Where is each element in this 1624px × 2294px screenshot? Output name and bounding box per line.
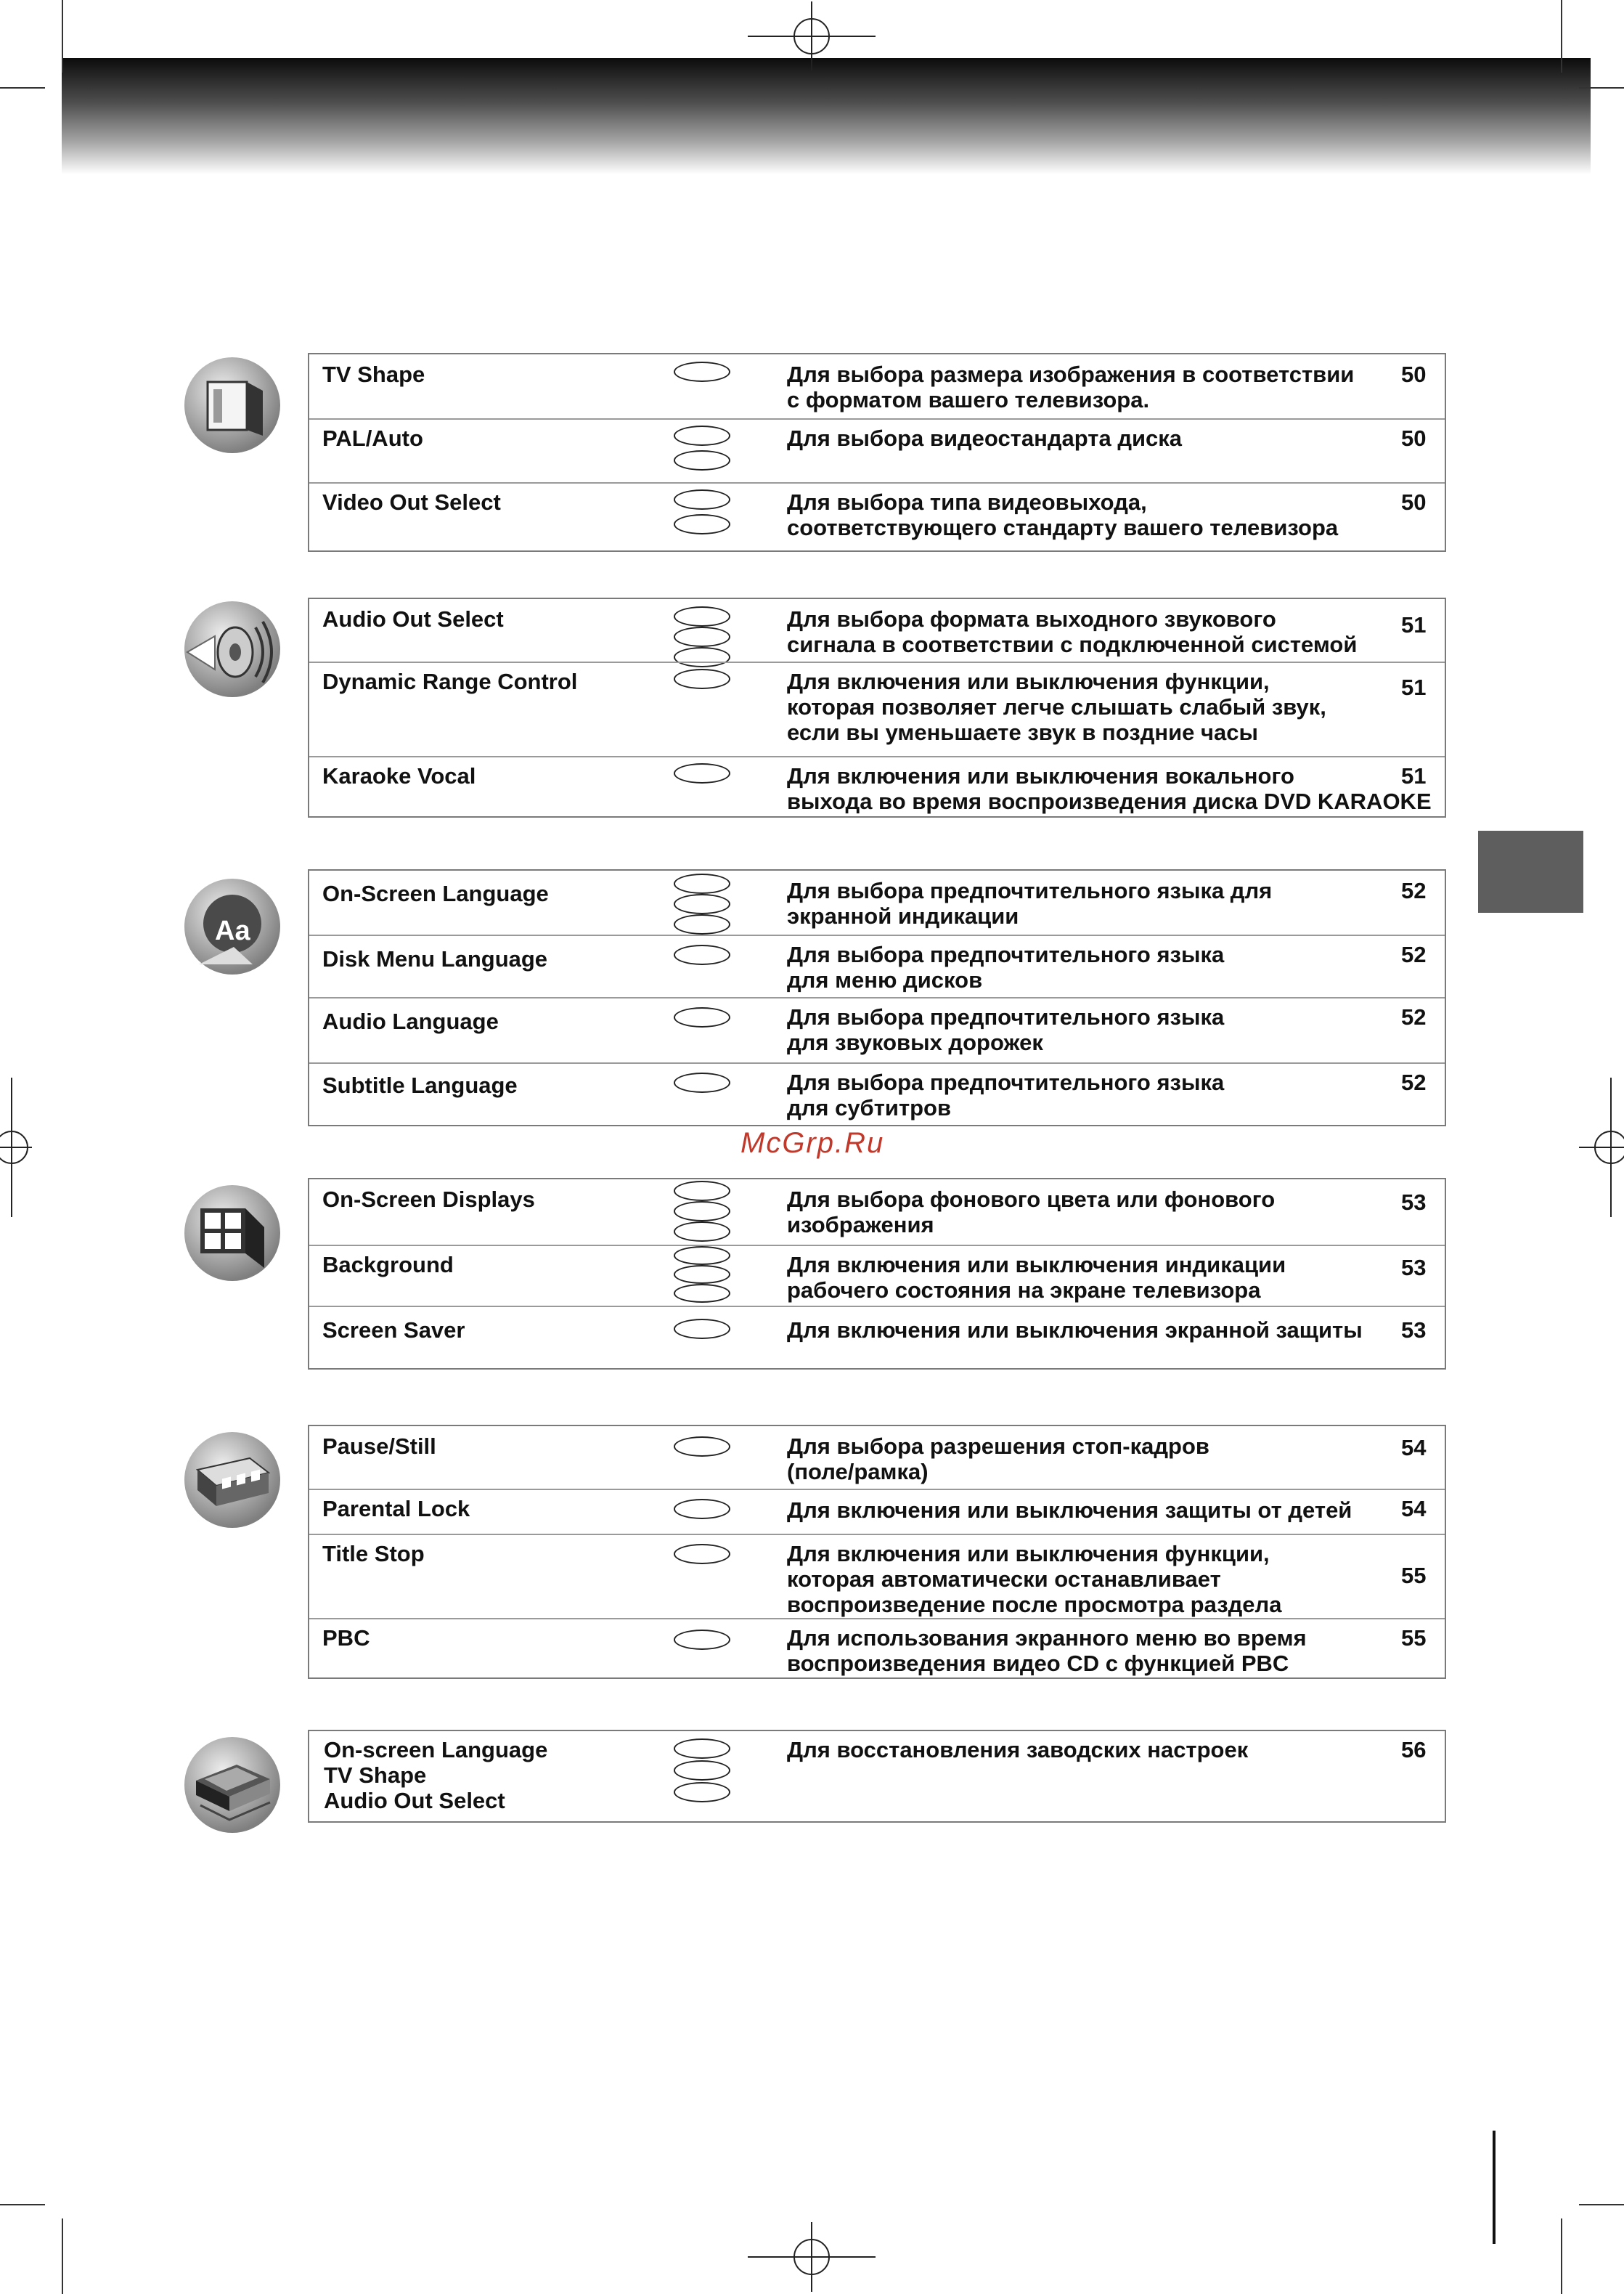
button-oval-icon — [674, 1760, 730, 1781]
crop-mark — [0, 87, 45, 89]
operation-settings-section — [308, 1425, 1446, 1679]
setting-description: Для включения или выключения индикации рабочего состояния на экране телевизора — [787, 1252, 1286, 1303]
crop-mark — [0, 2204, 45, 2205]
button-oval-icon — [674, 450, 730, 471]
button-icons — [674, 1499, 730, 1524]
icon-letters: Aa — [215, 916, 250, 946]
reset-section — [308, 1730, 1446, 1823]
setting-name: Subtitle Language — [322, 1073, 518, 1098]
menu-row — [309, 1489, 1445, 1534]
button-oval-icon — [674, 1544, 730, 1564]
button-icons — [674, 1630, 730, 1654]
setting-description: Для выбора видеостандарта диска — [787, 426, 1183, 451]
button-icons — [674, 1246, 730, 1303]
page-number: 50 — [1401, 426, 1427, 451]
button-oval-icon — [674, 1284, 730, 1303]
page-number: 54 — [1401, 1435, 1427, 1460]
setting-description: Для включения или выключения вокального выхода во время воспроизведения диска DVD KARAOKE — [787, 763, 1432, 814]
button-icons — [674, 874, 730, 935]
page-number: 53 — [1401, 1189, 1427, 1215]
setting-name: Screen Saver — [322, 1317, 465, 1343]
registration-mark — [748, 1, 876, 71]
menu-row — [309, 1534, 1445, 1618]
button-oval-icon — [674, 1738, 730, 1759]
button-oval-icon — [674, 1630, 730, 1650]
button-oval-icon — [674, 1246, 730, 1265]
button-oval-icon — [674, 426, 730, 446]
menu-row — [309, 1062, 1445, 1126]
page-number: 53 — [1401, 1255, 1427, 1280]
button-oval-icon — [674, 763, 730, 784]
film-frames-icon — [183, 1431, 282, 1529]
crop-mark — [1579, 2204, 1624, 2205]
menu-row — [309, 354, 1445, 418]
registration-mark — [1579, 1078, 1624, 1217]
page-number: 51 — [1401, 612, 1427, 638]
menu-row — [309, 599, 1445, 662]
setting-name: Video Out Select — [322, 489, 501, 515]
button-icons — [674, 669, 730, 694]
menu-row — [309, 1618, 1445, 1679]
setting-name: Title Stop — [322, 1541, 425, 1566]
setting-name: Background — [322, 1252, 454, 1277]
setting-name: On-Screen Displays — [322, 1187, 535, 1212]
button-icons — [674, 1319, 730, 1343]
page-number: 52 — [1401, 878, 1427, 903]
button-oval-icon — [674, 914, 730, 935]
setting-name: On-Screen Language — [322, 881, 549, 906]
registration-mark — [748, 2222, 876, 2292]
setting-description: Для восстановления заводских настроек — [787, 1737, 1249, 1762]
setting-description: Для выбора типа видеовыхода, соответствующего стандарту вашего телевизора — [787, 489, 1339, 540]
button-icons — [674, 1181, 730, 1242]
button-oval-icon — [674, 1265, 730, 1284]
setting-name: Karaoke Vocal — [322, 763, 476, 789]
language-settings-section — [308, 869, 1446, 1126]
setting-description: Для включения или выключения функции, которая позволяет легче слышать слабый звук, если вы уменьшаете звук в поздние часы — [787, 669, 1326, 745]
setting-description: Для выбора разрешения стоп-кадров (поле/рамка) — [787, 1433, 1209, 1484]
menu-row — [309, 1179, 1445, 1245]
setting-name: PBC — [322, 1625, 370, 1651]
button-oval-icon — [674, 1499, 730, 1519]
dvd-player-reset-icon — [183, 1736, 282, 1834]
page-number: 56 — [1401, 1737, 1427, 1762]
button-oval-icon — [674, 1181, 730, 1201]
button-icons — [674, 606, 730, 667]
button-oval-icon — [674, 1221, 730, 1242]
setting-name: Disk Menu Language — [322, 946, 548, 972]
button-icons — [674, 945, 730, 969]
button-icons — [674, 1436, 730, 1461]
setting-description: Для выбора размера изображения в соответствии с форматом вашего телевизора. — [787, 362, 1355, 412]
setting-name: Audio Language — [322, 1009, 499, 1034]
menu-row — [309, 756, 1445, 817]
display-windows-icon — [183, 1184, 282, 1282]
setting-description: Для выбора фонового цвета или фонового изображения — [787, 1187, 1276, 1237]
button-oval-icon — [674, 1436, 730, 1457]
page-marker-bar — [1493, 2131, 1496, 2244]
setting-name: PAL/Auto — [322, 426, 423, 451]
button-icons — [674, 763, 730, 788]
setting-name: Audio Out Select — [322, 606, 504, 632]
setting-name: Pause/Still — [322, 1433, 436, 1459]
button-icons — [674, 426, 730, 475]
button-oval-icon — [674, 669, 730, 689]
page-number: 55 — [1401, 1563, 1427, 1588]
setting-name: TV Shape — [322, 362, 425, 387]
button-oval-icon — [674, 606, 730, 627]
setting-description: Для выбора предпочтительного языка для звуковых дорожек — [787, 1004, 1225, 1055]
menu-row — [309, 1731, 1445, 1821]
setting-description: Для включения или выключения функции, которая автоматически останавливает воспроизведение после просмотра раздела — [787, 1541, 1282, 1617]
crop-mark — [1579, 87, 1624, 89]
audio-settings-section — [308, 598, 1446, 818]
setting-description: Для выбора предпочтительного языка для экранной индикации — [787, 878, 1273, 929]
button-oval-icon — [674, 362, 730, 382]
tv-picture-icon — [183, 356, 282, 455]
page-number: 53 — [1401, 1317, 1427, 1343]
button-oval-icon — [674, 1319, 730, 1339]
button-oval-icon — [674, 514, 730, 534]
page-number: 52 — [1401, 942, 1427, 967]
display-settings-section — [308, 1178, 1446, 1370]
menu-row — [309, 997, 1445, 1062]
crop-mark — [1561, 2218, 1562, 2294]
setting-name: Dynamic Range Control — [322, 669, 578, 694]
menu-row — [309, 418, 1445, 482]
button-oval-icon — [674, 1201, 730, 1221]
crop-mark — [1561, 0, 1562, 73]
page-number: 51 — [1401, 763, 1427, 789]
setting-description: Для включения или выключения защиты от детей — [787, 1497, 1352, 1523]
crop-mark — [62, 0, 63, 73]
page-number: 54 — [1401, 1496, 1427, 1521]
button-icons — [674, 1073, 730, 1097]
button-oval-icon — [674, 1007, 730, 1028]
button-oval-icon — [674, 874, 730, 894]
page-number: 52 — [1401, 1070, 1427, 1095]
page-number: 52 — [1401, 1004, 1427, 1030]
menu-row — [309, 1245, 1445, 1306]
button-icons — [674, 1544, 730, 1569]
setting-description: Для выбора предпочтительного языка для меню дисков — [787, 942, 1225, 993]
button-icons — [674, 1738, 730, 1804]
button-oval-icon — [674, 1782, 730, 1802]
button-icons — [674, 1007, 730, 1032]
menu-row — [309, 1306, 1445, 1370]
menu-row — [309, 662, 1445, 756]
crop-mark — [62, 2218, 63, 2294]
menu-row — [309, 482, 1445, 550]
setting-description: Для использования экранного меню во время воспроизведения видео CD с функцией PBC — [787, 1625, 1307, 1676]
registration-mark — [0, 1078, 32, 1217]
setting-name: On-screen Language TV Shape Audio Out Select — [324, 1737, 548, 1813]
menu-row — [309, 935, 1445, 997]
button-oval-icon — [674, 1073, 730, 1093]
button-oval-icon — [674, 945, 730, 965]
menu-row — [309, 1426, 1445, 1489]
button-oval-icon — [674, 894, 730, 914]
chapter-tab — [1478, 831, 1583, 913]
setting-description: Для выбора формата выходного звукового сигнала в соответствии с подключенной системой — [787, 606, 1358, 657]
setting-description: Для выбора предпочтительного языка для субтитров — [787, 1070, 1225, 1120]
setting-description: Для включения или выключения экранной защиты — [787, 1317, 1363, 1343]
language-icon — [183, 877, 282, 976]
menu-row — [309, 871, 1445, 935]
header-band — [62, 58, 1591, 174]
button-icons — [674, 489, 730, 539]
button-icons — [674, 362, 730, 386]
watermark: McGrp.Ru — [740, 1127, 885, 1159]
page-number: 50 — [1401, 489, 1427, 515]
page-number: 50 — [1401, 362, 1427, 387]
page-number: 55 — [1401, 1625, 1427, 1651]
setting-name: Parental Lock — [322, 1496, 470, 1521]
page-number: 51 — [1401, 675, 1427, 700]
picture-settings-section — [308, 353, 1446, 552]
speaker-sound-icon — [183, 600, 282, 699]
button-oval-icon — [674, 489, 730, 510]
button-oval-icon — [674, 627, 730, 647]
